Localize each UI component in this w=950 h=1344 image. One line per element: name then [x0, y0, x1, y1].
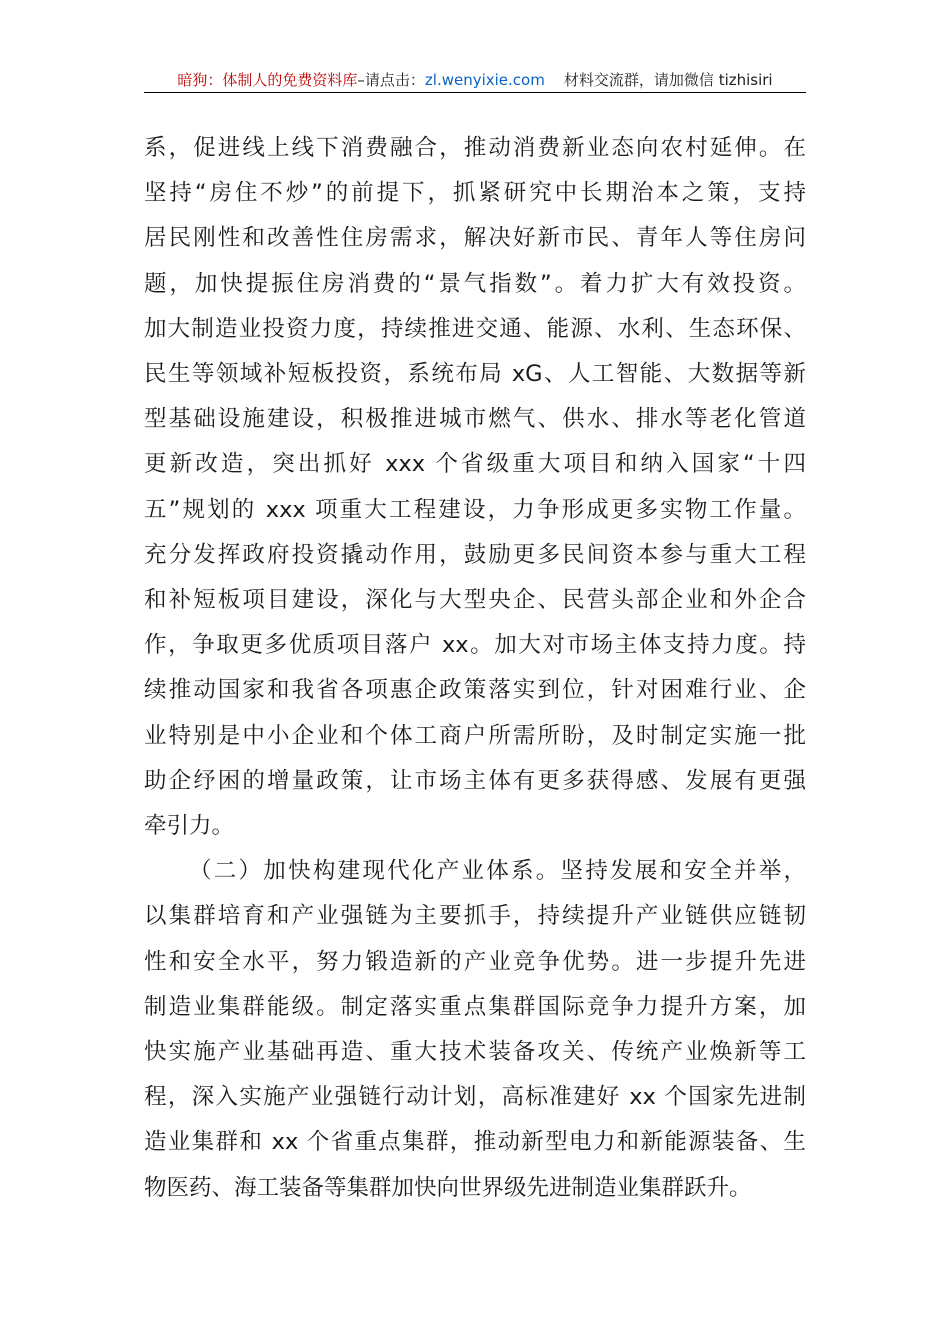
page-header [144, 68, 806, 93]
paragraph-2 [144, 849, 806, 1211]
text-line: （二）加快构建现代化产业体系。坚持发展和安全并举， [189, 858, 806, 885]
text-line: 作，争取更多优质项目落户 xx。加大对市场主体支持力度。持 [144, 632, 806, 659]
text-line: 充分发挥政府投资撬动作用，鼓励更多民间资本参与重大工程 [144, 541, 806, 568]
text-line: 系，促进线上线下消费融合，推动消费新业态向农村延伸。在 [144, 135, 806, 161]
text-line: 助企纾困的增量政策，让市场主体有更多获得感、发展有更强 [144, 767, 806, 794]
text-line: 牵引力。 [144, 813, 235, 840]
document-body [144, 126, 806, 1211]
text-line: 加大制造业投资力度，持续推进交通、能源、水利、生态环保、 [144, 315, 806, 342]
text-line: 快实施产业基础再造、重大技术装备攻关、传统产业焕新等工 [144, 1039, 806, 1066]
text-line: 程，深入实施产业强链行动计划，高标准建好 xx 个国家先进制 [144, 1084, 806, 1111]
text-line: 民生等领域补短板投资，系统布局 xG、人工智能、大数据等新 [144, 361, 806, 388]
text-line: 坚持“房住不炒”的前提下，抓紧研究中长期治本之策，支持 [144, 180, 806, 207]
text-line: 题，加快提振住房消费的“景气指数”。着力扩大有效投资。 [144, 270, 806, 297]
text-line: 五”规划的 xxx 项重大工程建设，力争形成更多实物工作量。 [144, 496, 806, 523]
text-line: 造业集群和 xx 个省重点集群，推动新型电力和新能源装备、生 [144, 1129, 806, 1156]
text-line: 更新改造，突出抓好 xxx 个省级重大项目和纳入国家“十四 [144, 451, 806, 478]
header-prompt: –请点击： [357, 71, 425, 89]
paragraph-1 [144, 126, 806, 849]
text-line: 居民刚性和改善性住房需求，解决好新市民、青年人等住房问 [144, 225, 806, 252]
header-wechat-note: 材料交流群，请加微信 tizhisiri [563, 71, 773, 89]
text-line: 业特别是中小企业和个体工商户所需所盼，及时制定实施一批 [144, 722, 806, 749]
text-line: 续推动国家和我省各项惠企政策落实到位，针对困难行业、企 [144, 677, 806, 704]
header-brand: 暗狗：体制人的免费资料库 [177, 71, 358, 89]
text-line: 性和安全水平，努力锻造新的产业竞争优势。进一步提升先进 [144, 948, 806, 975]
text-line: 制造业集群能级。制定落实重点集群国际竞争力提升方案，加 [144, 993, 806, 1020]
text-line: 以集群培育和产业强链为主要抓手，持续提升产业链供应链韧 [144, 903, 806, 930]
text-line: 物医药、海工装备等集群加快向世界级先进制造业集群跃升。 [144, 1174, 752, 1201]
text-line: 型基础设施建设，积极推进城市燃气、供水、排水等老化管道 [144, 406, 806, 433]
header-link[interactable]: zl.wenyixie.com [424, 71, 545, 89]
text-line: 和补短板项目建设，深化与大型央企、民营头部企业和外企合 [144, 587, 806, 614]
